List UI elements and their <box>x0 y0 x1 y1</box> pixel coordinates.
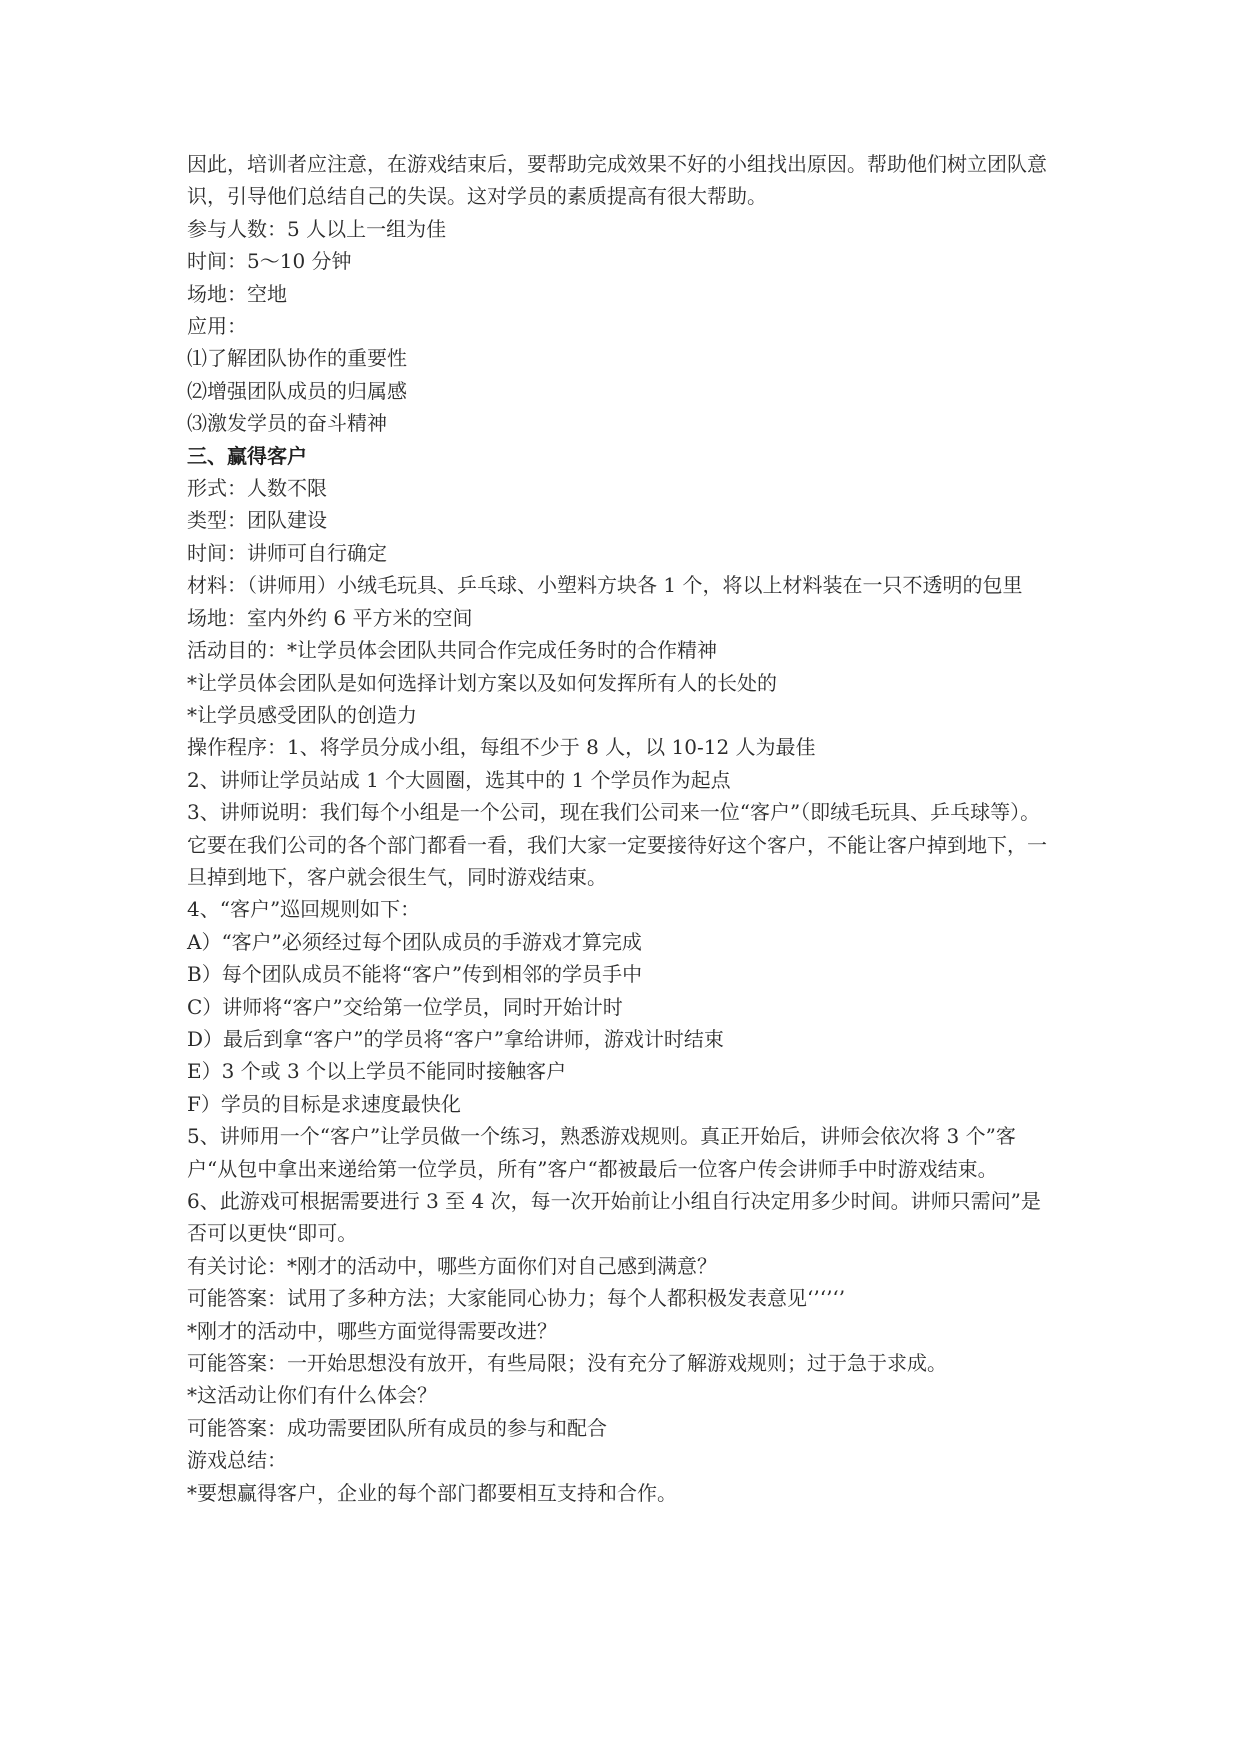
discussion-question: *刚才的活动中，哪些方面觉得需要改进？ <box>187 1318 557 1343</box>
paragraph-participants: 参与人数：5 人以上一组为佳 <box>187 216 447 241</box>
paragraph-purpose-item: *让学员感受团队的创造力 <box>187 702 417 727</box>
discussion-question: 有关讨论：*刚才的活动中，哪些方面你们对自己感到满意？ <box>187 1253 717 1278</box>
rule-item: C）讲师将“客户”交给第一位学员，同时开始计时 <box>187 994 623 1019</box>
rule-item: B）每个团队成员不能将“客户”传到相邻的学员手中 <box>187 962 643 987</box>
discussion-question: *这活动让你们有什么体会？ <box>187 1383 437 1408</box>
rule-item: A）“客户”必须经过每个团队成员的手游戏才算完成 <box>187 929 642 954</box>
paragraph-time: 时间：5～10 分钟 <box>187 249 352 274</box>
list-item: ⑴了解团队协作的重要性 <box>187 346 407 371</box>
paragraph-venue: 场地：室内外约 6 平方米的空间 <box>187 605 473 630</box>
paragraph-purpose: 活动目的：*让学员体会团队共同合作完成任务时的合作精神 <box>187 638 717 663</box>
discussion-answer: 可能答案：成功需要团队所有成员的参与和配合 <box>187 1415 607 1440</box>
discussion-answer: 可能答案：试用了多种方法；大家能同心协力；每个人都积极发表意见‘’‘’‘’ <box>187 1286 846 1311</box>
paragraph-type: 类型：团队建设 <box>187 508 327 533</box>
paragraph-application: 应用： <box>187 314 247 339</box>
rule-item: F）学员的目标是求速度最快化 <box>187 1091 461 1116</box>
procedure-step: 6、此游戏可根据需要进行 3 至 4 次，每一次开始前让小组自行决定用多少时间。讲师只需问”是否可以更快“即可。 <box>187 1189 1041 1246</box>
summary-item: *要想赢得客户，企业的每个部门都要相互支持和合作。 <box>187 1480 677 1505</box>
list-item: ⑵增强团队成员的归属感 <box>187 378 407 403</box>
list-item: ⑶激发学员的奋斗精神 <box>187 411 387 436</box>
procedure-step: 4、“客户”巡回规则如下： <box>187 897 421 922</box>
procedure-step: 5、讲师用一个“客户”让学员做一个练习，熟悉游戏规则。真正开始后，讲师会依次将 3 个”客户“从包中拿出来递给第一位学员，所有”客户“都被最后一位客户传会讲师手中时游戏结束。 <box>187 1124 1016 1181</box>
rule-item: E）3 个或 3 个以上学员不能同时接触客户 <box>187 1059 567 1084</box>
discussion-answer: 可能答案：一开始思想没有放开，有些局限；没有充分了解游戏规则；过于急于求成。 <box>187 1351 947 1376</box>
summary-label: 游戏总结： <box>187 1448 287 1473</box>
procedure-step: 3、讲师说明：我们每个小组是一个公司，现在我们公司来一位“客户”（即绒毛玩具、乒乓球等）。它要在我们公司的各个部门都看一看，我们大家一定要接待好这个客户，不能让客户掉到地下，一旦掉到地下，客户就会很生气，同时游戏结束。 <box>187 800 1047 889</box>
rule-item: D）最后到拿“客户”的学员将“客户”拿给讲师，游戏计时结束 <box>187 1026 724 1051</box>
procedure-step: 2、讲师让学员站成 1 个大圆圈，选其中的 1 个学员作为起点 <box>187 767 731 792</box>
paragraph-time: 时间：讲师可自行确定 <box>187 540 387 565</box>
paragraph-training-note: 因此，培训者应注意，在游戏结束后，要帮助完成效果不好的小组找出原因。帮助他们树立团队意识，引导他们总结自己的失误。这对学员的素质提高有很大帮助。 <box>187 152 1047 209</box>
paragraph-materials: 材料：（讲师用）小绒毛玩具、乒乓球、小塑料方块各 1 个，将以上材料装在一只不透明的包里 <box>187 573 1023 598</box>
section-heading: 三、赢得客户 <box>187 443 307 468</box>
paragraph-venue: 场地：空地 <box>187 281 287 306</box>
paragraph-form: 形式：人数不限 <box>187 476 327 501</box>
procedure-step: 操作程序：1、将学员分成小组，每组不少于 8 人，以 10-12 人为最佳 <box>187 735 816 760</box>
document-body <box>187 148 1057 1509</box>
paragraph-purpose-item: *让学员体会团队是如何选择计划方案以及如何发挥所有人的长处的 <box>187 670 777 695</box>
